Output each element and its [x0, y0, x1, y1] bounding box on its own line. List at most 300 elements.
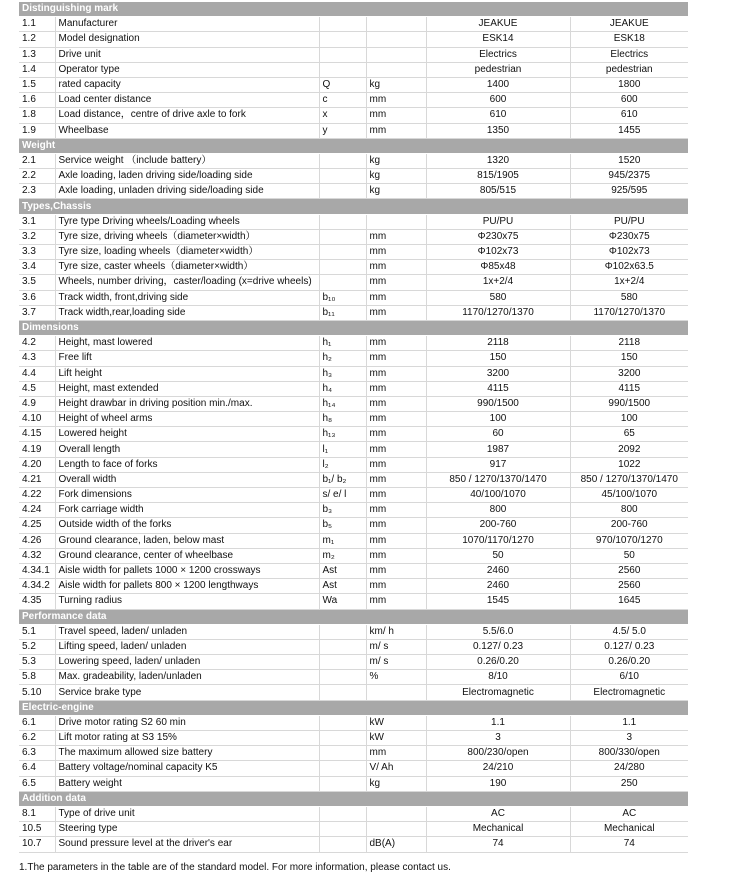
row-description: Height, mast lowered: [55, 336, 319, 351]
row-number: 10.5: [19, 822, 55, 837]
section-header: [19, 2, 688, 17]
row-number: 2.3: [19, 184, 55, 199]
row-value-esk18: 3200: [570, 366, 688, 381]
row-value-esk18: ESK18: [570, 32, 688, 47]
row-value-esk14: 100: [426, 412, 570, 427]
row-description: Service brake type: [55, 685, 319, 700]
row-unit: mm: [366, 290, 426, 305]
row-symbol: Ast: [319, 579, 366, 594]
row-description: Fork carriage width: [55, 503, 319, 518]
row-unit: kg: [366, 153, 426, 168]
row-value-esk14: 3200: [426, 366, 570, 381]
row-value-esk14: 1987: [426, 442, 570, 457]
section-title: Weight: [19, 138, 688, 153]
row-unit: kW: [366, 731, 426, 746]
row-symbol: [319, 47, 366, 62]
table-row: [19, 153, 688, 168]
row-symbol: [319, 837, 366, 852]
table-row: [19, 457, 688, 472]
row-number: 6.5: [19, 776, 55, 791]
row-value-esk14: 2118: [426, 336, 570, 351]
row-unit: kg: [366, 169, 426, 184]
table-row: [19, 275, 688, 290]
table-row: [19, 366, 688, 381]
row-unit: mm: [366, 442, 426, 457]
row-description: Wheelbase: [55, 123, 319, 138]
row-unit: mm: [366, 457, 426, 472]
section-header: [19, 320, 688, 335]
row-symbol: b₁/ b₂: [319, 472, 366, 487]
row-value-esk14: JEAKUE: [426, 17, 570, 32]
row-number: 4.15: [19, 427, 55, 442]
row-description: Drive motor rating S2 60 min: [55, 715, 319, 730]
row-symbol: [319, 639, 366, 654]
row-unit: %: [366, 670, 426, 685]
row-number: 1.9: [19, 123, 55, 138]
row-description: Lifting speed, laden/ unladen: [55, 639, 319, 654]
row-unit: mm: [366, 305, 426, 320]
row-unit: kg: [366, 77, 426, 92]
row-value-esk18: 800/330/open: [570, 746, 688, 761]
row-value-esk18: 1x+2/4: [570, 275, 688, 290]
row-value-esk14: Electromagnetic: [426, 685, 570, 700]
row-description: rated capacity: [55, 77, 319, 92]
spec-table: [19, 2, 688, 853]
row-symbol: l₂: [319, 457, 366, 472]
row-value-esk18: Electrics: [570, 47, 688, 62]
row-value-esk14: 1400: [426, 77, 570, 92]
row-number: 6.4: [19, 761, 55, 776]
row-symbol: h₁: [319, 336, 366, 351]
row-description: Type of drive unit: [55, 806, 319, 821]
row-unit: dB(A): [366, 837, 426, 852]
row-number: 4.24: [19, 503, 55, 518]
row-unit: mm: [366, 123, 426, 138]
row-unit: mm: [366, 548, 426, 563]
row-number: 4.22: [19, 488, 55, 503]
row-value-esk18: 610: [570, 108, 688, 123]
row-value-esk18: 1645: [570, 594, 688, 609]
row-value-esk14: PU/PU: [426, 214, 570, 229]
row-value-esk14: 815/1905: [426, 169, 570, 184]
spec-table-body: [19, 2, 688, 852]
row-unit: mm: [366, 563, 426, 578]
row-number: 6.2: [19, 731, 55, 746]
row-unit: mm: [366, 503, 426, 518]
row-symbol: [319, 214, 366, 229]
section-title: Addition data: [19, 791, 688, 806]
row-symbol: x: [319, 108, 366, 123]
table-row: [19, 518, 688, 533]
table-row: [19, 624, 688, 639]
table-row: [19, 776, 688, 791]
row-unit: mm: [366, 108, 426, 123]
row-value-esk18: 2560: [570, 579, 688, 594]
row-description: Height of wheel arms: [55, 412, 319, 427]
table-row: [19, 670, 688, 685]
section-header: [19, 609, 688, 624]
row-value-esk18: 2560: [570, 563, 688, 578]
row-description: Tyre size, caster wheels（diameter×width）: [55, 260, 319, 275]
row-symbol: [319, 32, 366, 47]
row-number: 4.10: [19, 412, 55, 427]
row-description: Lowered height: [55, 427, 319, 442]
table-row: [19, 837, 688, 852]
row-value-esk14: ESK14: [426, 32, 570, 47]
row-symbol: m₂: [319, 548, 366, 563]
row-unit: mm: [366, 533, 426, 548]
row-unit: kg: [366, 776, 426, 791]
row-symbol: [319, 169, 366, 184]
row-number: 4.4: [19, 366, 55, 381]
row-description: The maximum allowed size battery: [55, 746, 319, 761]
row-description: Model designation: [55, 32, 319, 47]
row-value-esk14: 2460: [426, 579, 570, 594]
row-description: Ground clearance, center of wheelbase: [55, 548, 319, 563]
row-description: Travel speed, laden/ unladen: [55, 624, 319, 639]
table-row: [19, 305, 688, 320]
row-symbol: [319, 685, 366, 700]
table-row: [19, 184, 688, 199]
row-unit: [366, 822, 426, 837]
row-number: 1.6: [19, 93, 55, 108]
row-description: Ground clearance, laden, below mast: [55, 533, 319, 548]
row-value-esk14: 5.5/6.0: [426, 624, 570, 639]
table-row: [19, 108, 688, 123]
row-value-esk14: 60: [426, 427, 570, 442]
table-row: [19, 123, 688, 138]
row-value-esk18: 45/100/1070: [570, 488, 688, 503]
row-description: Load center distance: [55, 93, 319, 108]
row-value-esk18: 1170/1270/1370: [570, 305, 688, 320]
table-row: [19, 731, 688, 746]
row-value-esk18: pedestrian: [570, 62, 688, 77]
row-description: Aisle width for pallets 1000 × 1200 crossways: [55, 563, 319, 578]
row-value-esk18: 580: [570, 290, 688, 305]
row-unit: mm: [366, 336, 426, 351]
row-value-esk14: 74: [426, 837, 570, 852]
row-description: Height, mast extended: [55, 381, 319, 396]
table-row: [19, 93, 688, 108]
row-symbol: [319, 822, 366, 837]
row-unit: kg: [366, 184, 426, 199]
row-value-esk14: 1170/1270/1370: [426, 305, 570, 320]
row-value-esk18: 970/1070/1270: [570, 533, 688, 548]
row-value-esk18: 50: [570, 548, 688, 563]
row-symbol: b₅: [319, 518, 366, 533]
row-value-esk18: 4.5/ 5.0: [570, 624, 688, 639]
row-symbol: [319, 776, 366, 791]
row-unit: mm: [366, 396, 426, 411]
row-number: 3.6: [19, 290, 55, 305]
table-row: [19, 245, 688, 260]
row-value-esk14: 1.1: [426, 715, 570, 730]
row-value-esk14: 1320: [426, 153, 570, 168]
row-symbol: Wa: [319, 594, 366, 609]
row-unit: mm: [366, 245, 426, 260]
spec-sheet: [19, 2, 688, 853]
row-value-esk14: 580: [426, 290, 570, 305]
row-value-esk14: pedestrian: [426, 62, 570, 77]
row-unit: mm: [366, 412, 426, 427]
row-value-esk14: 200-760: [426, 518, 570, 533]
row-description: Load distance，centre of drive axle to fork: [55, 108, 319, 123]
row-value-esk18: JEAKUE: [570, 17, 688, 32]
table-row: [19, 351, 688, 366]
row-symbol: h₂: [319, 351, 366, 366]
row-unit: mm: [366, 746, 426, 761]
row-value-esk14: 0.26/0.20: [426, 655, 570, 670]
row-symbol: b₁₁: [319, 305, 366, 320]
row-symbol: m₁: [319, 533, 366, 548]
row-description: Overall width: [55, 472, 319, 487]
row-value-esk18: 945/2375: [570, 169, 688, 184]
row-value-esk14: 990/1500: [426, 396, 570, 411]
row-symbol: [319, 655, 366, 670]
table-row: [19, 533, 688, 548]
row-value-esk18: 850 / 1270/1370/1470: [570, 472, 688, 487]
row-symbol: [319, 275, 366, 290]
table-row: [19, 169, 688, 184]
row-symbol: h₁₄: [319, 396, 366, 411]
row-value-esk18: 4115: [570, 381, 688, 396]
row-value-esk18: 74: [570, 837, 688, 852]
row-unit: [366, 32, 426, 47]
row-value-esk18: 200-760: [570, 518, 688, 533]
row-value-esk18: 1455: [570, 123, 688, 138]
row-description: Turning radius: [55, 594, 319, 609]
row-number: 4.21: [19, 472, 55, 487]
table-row: [19, 761, 688, 776]
row-value-esk18: 250: [570, 776, 688, 791]
row-value-esk18: AC: [570, 806, 688, 821]
row-number: 6.1: [19, 715, 55, 730]
row-description: Lowering speed, laden/ unladen: [55, 655, 319, 670]
row-number: 5.10: [19, 685, 55, 700]
row-description: Axle loading, unladen driving side/loading side: [55, 184, 319, 199]
row-description: Drive unit: [55, 47, 319, 62]
row-value-esk18: 150: [570, 351, 688, 366]
table-row: [19, 62, 688, 77]
row-description: Tyre type Driving wheels/Loading wheels: [55, 214, 319, 229]
row-value-esk18: 1022: [570, 457, 688, 472]
row-unit: mm: [366, 594, 426, 609]
row-value-esk14: Φ230x75: [426, 229, 570, 244]
row-symbol: [319, 806, 366, 821]
row-value-esk18: 990/1500: [570, 396, 688, 411]
row-description: Lift motor rating at S3 15%: [55, 731, 319, 746]
row-unit: mm: [366, 579, 426, 594]
row-value-esk14: 850 / 1270/1370/1470: [426, 472, 570, 487]
row-value-esk14: 0.127/ 0.23: [426, 639, 570, 654]
row-number: 4.19: [19, 442, 55, 457]
row-number: 10.7: [19, 837, 55, 852]
row-number: 4.20: [19, 457, 55, 472]
row-symbol: y: [319, 123, 366, 138]
row-value-esk18: PU/PU: [570, 214, 688, 229]
row-value-esk14: Φ85x48: [426, 260, 570, 275]
table-row: [19, 548, 688, 563]
row-number: 1.2: [19, 32, 55, 47]
row-symbol: [319, 746, 366, 761]
row-value-esk18: 0.127/ 0.23: [570, 639, 688, 654]
row-symbol: [319, 670, 366, 685]
row-number: 2.2: [19, 169, 55, 184]
row-symbol: h₈: [319, 412, 366, 427]
row-description: Length to face of forks: [55, 457, 319, 472]
row-value-esk18: Electromagnetic: [570, 685, 688, 700]
row-symbol: Ast: [319, 563, 366, 578]
row-unit: mm: [366, 427, 426, 442]
row-number: 1.3: [19, 47, 55, 62]
row-symbol: [319, 260, 366, 275]
row-unit: mm: [366, 381, 426, 396]
section-title: Performance data: [19, 609, 688, 624]
row-value-esk14: Electrics: [426, 47, 570, 62]
row-description: Fork dimensions: [55, 488, 319, 503]
row-symbol: [319, 245, 366, 260]
row-description: Track width,rear,loading side: [55, 305, 319, 320]
table-row: [19, 229, 688, 244]
row-description: Free lift: [55, 351, 319, 366]
row-number: 4.5: [19, 381, 55, 396]
row-value-esk14: AC: [426, 806, 570, 821]
table-row: [19, 290, 688, 305]
table-row: [19, 442, 688, 457]
row-unit: V/ Ah: [366, 761, 426, 776]
row-value-esk18: 3: [570, 731, 688, 746]
table-row: [19, 412, 688, 427]
table-row: [19, 655, 688, 670]
row-number: 8.1: [19, 806, 55, 821]
row-value-esk14: 190: [426, 776, 570, 791]
row-value-esk14: 1070/1170/1270: [426, 533, 570, 548]
table-row: [19, 381, 688, 396]
row-unit: mm: [366, 472, 426, 487]
row-value-esk18: 100: [570, 412, 688, 427]
row-unit: mm: [366, 351, 426, 366]
table-row: [19, 427, 688, 442]
row-value-esk14: 24/210: [426, 761, 570, 776]
row-value-esk18: Φ102x63.5: [570, 260, 688, 275]
row-number: 4.32: [19, 548, 55, 563]
table-row: [19, 336, 688, 351]
row-description: Battery voltage/nominal capacity K5: [55, 761, 319, 776]
section-header: [19, 700, 688, 715]
row-value-esk14: 917: [426, 457, 570, 472]
row-symbol: [319, 715, 366, 730]
row-value-esk14: 150: [426, 351, 570, 366]
table-row: [19, 488, 688, 503]
row-number: 4.3: [19, 351, 55, 366]
row-number: 5.3: [19, 655, 55, 670]
table-row: [19, 47, 688, 62]
row-symbol: s/ e/ l: [319, 488, 366, 503]
row-unit: [366, 62, 426, 77]
row-symbol: h₃: [319, 366, 366, 381]
row-unit: mm: [366, 93, 426, 108]
row-unit: [366, 47, 426, 62]
row-symbol: l₁: [319, 442, 366, 457]
table-row: [19, 563, 688, 578]
row-symbol: [319, 184, 366, 199]
row-value-esk18: 0.26/0.20: [570, 655, 688, 670]
row-unit: mm: [366, 518, 426, 533]
row-description: Max. gradeability, laden/unladen: [55, 670, 319, 685]
row-symbol: [319, 761, 366, 776]
section-title: Dimensions: [19, 320, 688, 335]
row-description: Service weight （include battery）: [55, 153, 319, 168]
row-number: 3.4: [19, 260, 55, 275]
row-value-esk14: 1545: [426, 594, 570, 609]
row-description: Lift height: [55, 366, 319, 381]
row-value-esk18: 2092: [570, 442, 688, 457]
row-value-esk14: 1350: [426, 123, 570, 138]
row-value-esk14: Φ102x73: [426, 245, 570, 260]
row-description: Aisle width for pallets 800 × 1200 lengthways: [55, 579, 319, 594]
table-row: [19, 806, 688, 821]
row-number: 3.5: [19, 275, 55, 290]
row-symbol: h₄: [319, 381, 366, 396]
row-value-esk18: 800: [570, 503, 688, 518]
row-value-esk14: 3: [426, 731, 570, 746]
table-row: [19, 260, 688, 275]
row-value-esk14: 600: [426, 93, 570, 108]
row-number: 5.1: [19, 624, 55, 639]
row-number: 3.1: [19, 214, 55, 229]
row-number: 1.5: [19, 77, 55, 92]
row-value-esk14: 610: [426, 108, 570, 123]
row-description: Track width, front,driving side: [55, 290, 319, 305]
row-description: Tyre size, driving wheels（diameter×width）: [55, 229, 319, 244]
section-title: Distinguishing mark: [19, 2, 688, 17]
table-row: [19, 639, 688, 654]
table-row: [19, 685, 688, 700]
row-value-esk14: Mechanical: [426, 822, 570, 837]
row-unit: [366, 17, 426, 32]
row-value-esk18: 24/280: [570, 761, 688, 776]
row-number: 2.1: [19, 153, 55, 168]
table-row: [19, 746, 688, 761]
row-symbol: h₁₃: [319, 427, 366, 442]
row-number: 3.3: [19, 245, 55, 260]
row-number: 1.8: [19, 108, 55, 123]
row-value-esk14: 1x+2/4: [426, 275, 570, 290]
row-description: Battery weight: [55, 776, 319, 791]
row-number: 4.25: [19, 518, 55, 533]
row-number: 4.34.1: [19, 563, 55, 578]
row-value-esk14: 50: [426, 548, 570, 563]
table-row: [19, 77, 688, 92]
row-value-esk14: 800/230/open: [426, 746, 570, 761]
row-unit: mm: [366, 275, 426, 290]
table-row: [19, 594, 688, 609]
row-value-esk18: Mechanical: [570, 822, 688, 837]
row-symbol: c: [319, 93, 366, 108]
row-symbol: [319, 17, 366, 32]
row-description: Sound pressure level at the driver's ear: [55, 837, 319, 852]
row-symbol: [319, 624, 366, 639]
row-number: 5.8: [19, 670, 55, 685]
row-value-esk14: 8/10: [426, 670, 570, 685]
row-number: 3.7: [19, 305, 55, 320]
row-symbol: Q: [319, 77, 366, 92]
table-row: [19, 579, 688, 594]
section-header: [19, 199, 688, 214]
section-title: Types,Chassis: [19, 199, 688, 214]
table-row: [19, 472, 688, 487]
row-unit: [366, 214, 426, 229]
